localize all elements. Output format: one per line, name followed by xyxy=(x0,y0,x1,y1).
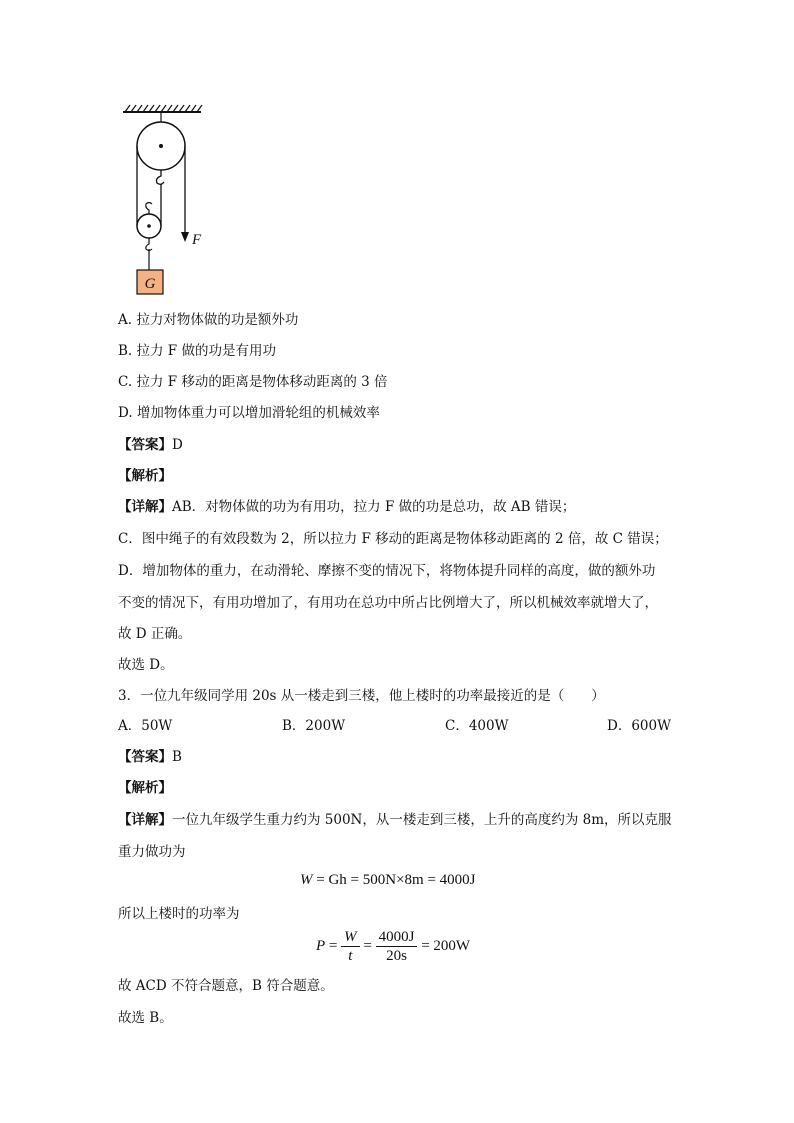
q3-detail-2: 重力做功为 xyxy=(118,844,186,860)
force-label: F xyxy=(192,232,202,248)
q3-option-a: A．50W xyxy=(118,718,173,734)
block-label: G xyxy=(144,276,156,292)
q3-question: 3．一位九年级同学用 20s 从一楼走到三楼，他上楼时的功率最接近的是（ ） xyxy=(118,688,605,704)
q2-detail-4: 不变的情况下，有用功增加了，有用功在总功中所占比例增大了，所以机械效率就增大了， xyxy=(118,595,658,611)
q2-final: 故选 D。 xyxy=(118,657,174,673)
q2-option-d: D. 增加物体重力可以增加滑轮组的机械效率 xyxy=(118,405,380,421)
answer-value: D xyxy=(172,437,183,453)
q3-conclusion: 故 ACD 不符合题意，B 符合题意。 xyxy=(118,978,334,994)
q3-power-intro: 所以上楼时的功率为 xyxy=(118,906,240,922)
equation-power: P = $\frac{W}{t}$ = $\frac{4000J}{20s}$ = 200W xyxy=(316,929,471,964)
ceiling-hatch xyxy=(125,105,202,112)
force-arrow xyxy=(181,232,189,242)
q2-detail-1: 【详解】AB．对物体做的功为有用功，拉力 F 做的功是总功，故 AB 错误； xyxy=(118,499,576,515)
pulley-figure xyxy=(115,98,225,298)
q2-option-a: A. 拉力对物体做的功是额外功 xyxy=(118,312,299,328)
q2-detail-2: C．图中绳子的有效段数为 2，所以拉力 F 移动的距离是物体移动距离的 2 倍，故 C 错误； xyxy=(118,531,668,547)
q2-analysis-tag: 【解析】 xyxy=(118,468,172,484)
q2-detail-3: D．增加物体的重力，在动滑轮、摩擦不变的情况下，将物体提升同样的高度，做的额外功 xyxy=(118,563,656,579)
q3-detail-1: 【详解】一位九年级学生重力约为 500N，从一楼走到三楼，上升的高度约为 8m，所以克服 xyxy=(118,812,672,828)
answer-tag: 【答案】 xyxy=(118,437,172,453)
q2-answer xyxy=(118,435,183,455)
q2-option-c: C. 拉力 F 移动的距离是物体移动距离的 3 倍 xyxy=(118,374,388,390)
q2-option-b: B. 拉力 F 做的功是有用功 xyxy=(118,343,276,359)
q3-final: 故选 B。 xyxy=(118,1010,173,1026)
detail-tag: 【详解】 xyxy=(118,499,172,515)
q3-option-c: C．400W xyxy=(445,718,509,734)
equation-work: W = Gh = 500N×8m = 4000J xyxy=(300,872,476,888)
q2-detail-5: 故 D 正确。 xyxy=(118,626,192,642)
q3-option-d: D．600W xyxy=(607,718,671,734)
q3-answer: 【答案】B xyxy=(118,749,182,765)
q3-option-b: B．200W xyxy=(282,718,346,734)
q3-analysis-tag: 【解析】 xyxy=(118,780,172,796)
